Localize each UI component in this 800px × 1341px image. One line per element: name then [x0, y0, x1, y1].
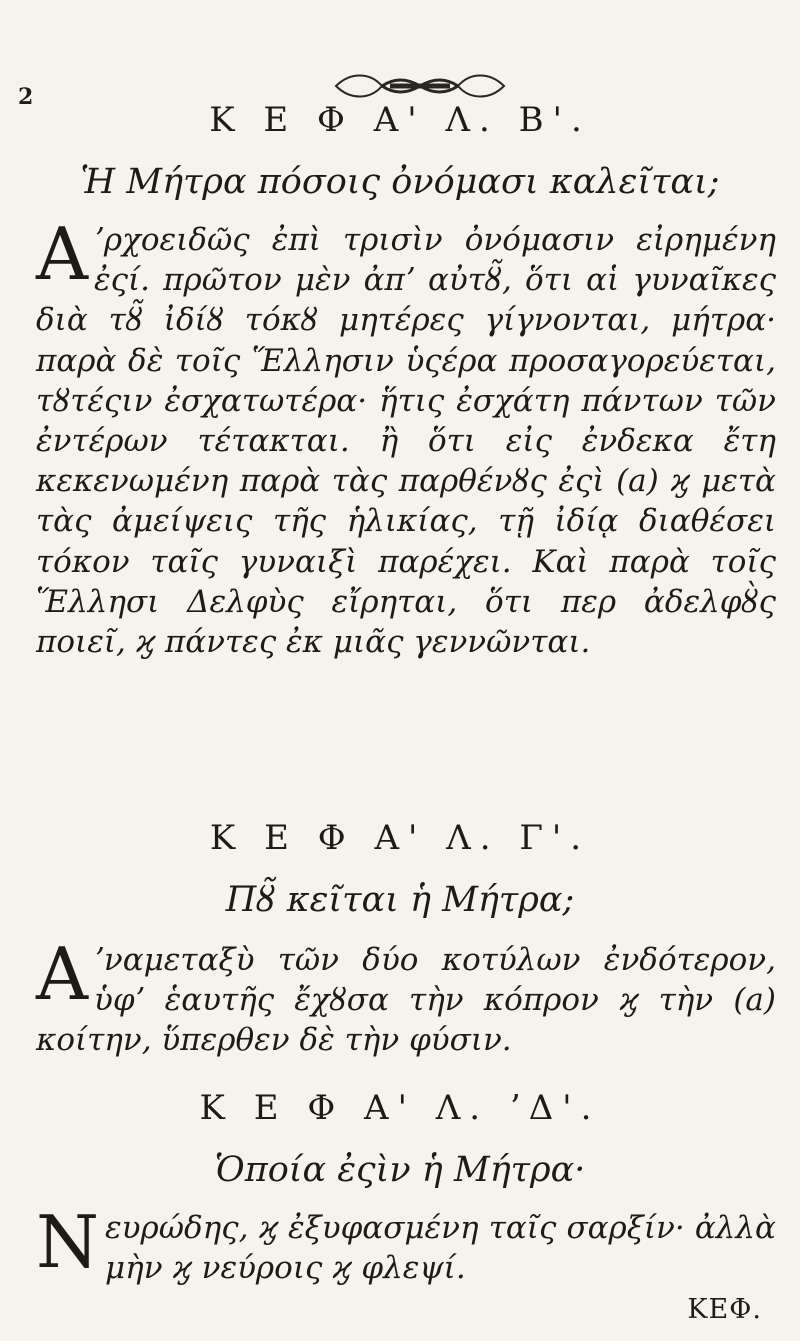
chapter-g-dropcap: Α: [36, 932, 88, 1016]
chapter-g-question: Πȣ̃ κεῖται ἡ Μήτρα;: [225, 880, 575, 920]
chapter-b-heading: Κ Ε Φ Α' Λ. Β'.: [209, 100, 591, 140]
chapter-b-text: ʼρχοειδῶς ἐπὶ τρισὶν ὀνόμασιν εἰρημένη ἐςί. πρῶτον μὲν ἀπʼ αὐτȣ̃, ὅτι αἱ γυναῖκες διὰ τȣ̃ ἰδίȣ τόκȣ μητέρες γίγνονται, μήτρα· παρὰ δὲ τοῖς Ἕλλησιν ὑςέρα προσαγορεύεται, τȣτέςιν ἐσχατωτέρα· ἥτις ἐσχάτη πάντων τῶν ἐντέρων τέτακται. ἢ ὅτι εἰς ἐνδεκα ἔτη κεκενωμένη παρὰ τὰς παρθένȣς ἐςὶ (a) ϗ μετὰ τὰς ἀμείψεις τῆς ἡλικίας, τῇ ἰδίᾳ διαθέσει τόκον ταῖς γυναιξὶ παρέχει. Καὶ παρὰ τοῖς Ἕλλησι Δελφὺς εἴρηται, ὅτι περ ἀδελφȣ̀ς ποιεῖ, ϗ πάντες ἐκ μιᾶς γεννῶνται.: [36, 222, 776, 661]
chapter-b-question: Ἡ Μήτρα πόσοις ὀνόμασι καλεῖται;: [80, 162, 720, 202]
chapter-b-dropcap: Α: [36, 212, 88, 296]
chapter-d-paragraph: [36, 1200, 776, 1288]
chapter-d-text: ευρώδης, ϗ ἐξυφασμένη ταῖς σαρξίν· ἀλλὰ μὴν ϗ νεύροις ϗ φλεψί.: [105, 1210, 776, 1287]
headpiece-ornament: [330, 68, 510, 104]
catchword: ΚΕΦ.: [687, 1294, 762, 1325]
chapter-d-heading: Κ Ε Φ Α' Λ. ʼΔ'.: [199, 1088, 601, 1128]
chapter-g-heading: Κ Ε Φ Α' Λ. Γ'.: [209, 818, 591, 858]
chapter-d-dropcap: Ν: [36, 1200, 99, 1284]
chapter-d-question: Ὁποία ἐςὶν ἡ Μήτρα·: [214, 1150, 586, 1190]
chapter-g-text: ʼναμεταξὺ τῶν δύο κοτύλων ἐνδότερον, ὑφʼ ἑαυτῆς ἔχȣσα τὴν κόπρον ϗ τὴν (a) κοίτην, ὕπερθεν δὲ τὴν φύσιν.: [36, 942, 776, 1059]
chapter-g-paragraph: [36, 932, 776, 1061]
chapter-b-paragraph: [36, 212, 776, 662]
page-number: 2: [18, 84, 34, 110]
